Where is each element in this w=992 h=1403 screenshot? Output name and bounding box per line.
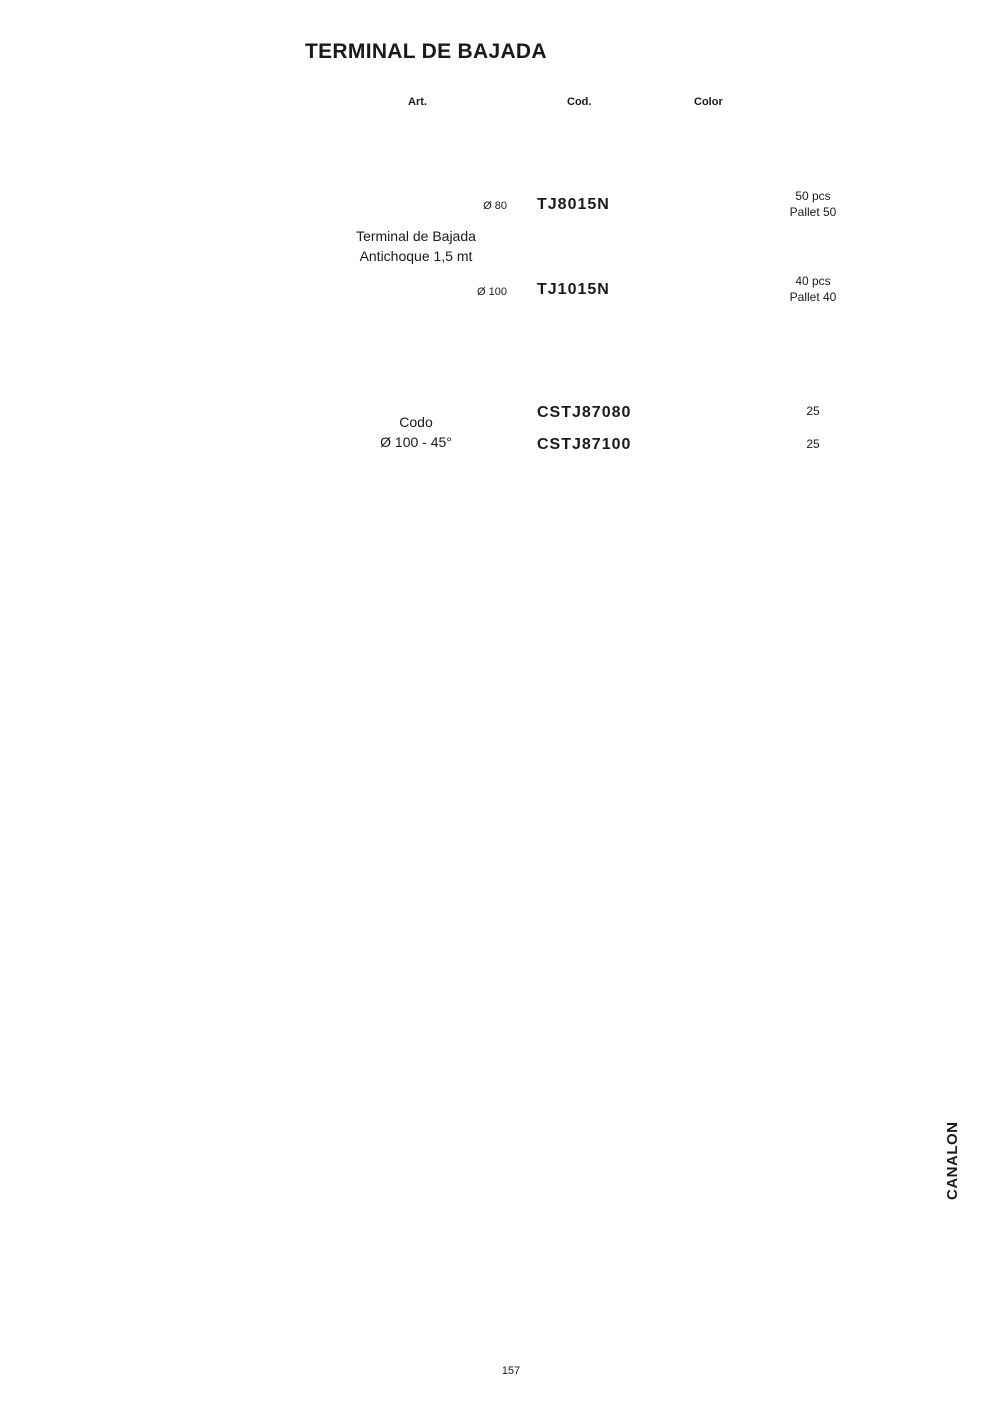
article-name [336,226,496,266]
article-line: Antichoque 1,5 mt [359,248,473,264]
packing-info [773,188,853,220]
column-header-color: Color [694,96,723,108]
product-code: CSTJ87100 [537,436,632,453]
packing-pallet: Pallet 50 [789,205,837,219]
packing-pallet: Pallet 40 [789,290,837,304]
packing-info [773,273,853,305]
packing-qty: 25 [806,404,820,418]
page-title: TERMINAL DE BAJADA [305,40,547,63]
page-number: 157 [501,1365,521,1377]
product-code: CSTJ87080 [537,404,632,421]
diameter-label: Ø 80 [483,200,507,212]
article-line: Ø 100 - 45° [380,434,452,450]
article-name [336,412,496,452]
packing-qty: 50 pcs [795,189,831,203]
diameter-label: Ø 100 [477,286,507,298]
column-header-cod: Cod. [567,96,592,108]
article-line: Codo [399,414,433,430]
product-code: TJ8015N [537,196,610,213]
article-line: Terminal de Bajada [356,228,476,244]
packing-qty: 40 pcs [795,274,831,288]
side-section-label: CANALON [944,1121,961,1200]
product-code: TJ1015N [537,281,610,298]
packing-qty: 25 [806,437,820,451]
column-header-art: Art. [408,96,427,108]
